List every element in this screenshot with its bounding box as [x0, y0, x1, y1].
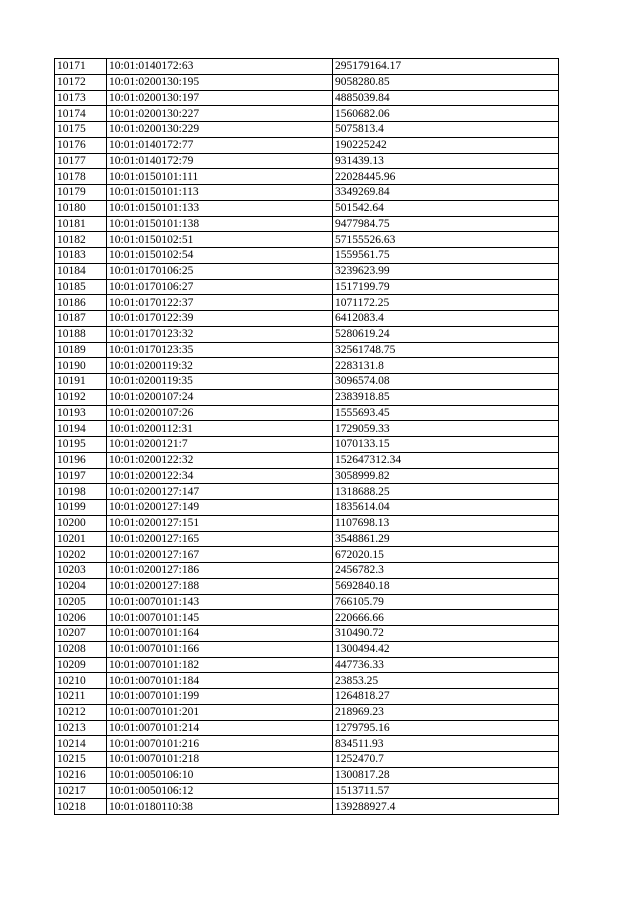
cadastral-number-cell: 10:01:0180110:38 — [107, 799, 333, 815]
amount-cell: 3058999.82 — [333, 468, 559, 484]
row-number-cell: 10192 — [55, 389, 107, 405]
table-row — [55, 689, 559, 705]
row-number-cell: 10180 — [55, 200, 107, 216]
amount-cell: 1107698.13 — [333, 515, 559, 531]
cadastral-number-cell: 10:01:0200127:151 — [107, 515, 333, 531]
amount-cell: 1517199.79 — [333, 279, 559, 295]
row-number-cell: 10190 — [55, 358, 107, 374]
table-row — [55, 122, 559, 138]
amount-cell: 9477984.75 — [333, 216, 559, 232]
cadastral-number-cell: 10:01:0070101:184 — [107, 673, 333, 689]
table-row — [55, 594, 559, 610]
table-row — [55, 484, 559, 500]
row-number-cell: 10188 — [55, 326, 107, 342]
row-number-cell: 10174 — [55, 106, 107, 122]
cadastral-number-cell: 10:01:0170122:37 — [107, 295, 333, 311]
cadastral-number-cell: 10:01:0200127:167 — [107, 547, 333, 563]
row-number-cell: 10176 — [55, 137, 107, 153]
cadastral-number-cell: 10:01:0200119:32 — [107, 358, 333, 374]
cadastral-number-cell: 10:01:0170123:32 — [107, 326, 333, 342]
amount-cell: 501542.64 — [333, 200, 559, 216]
cadastral-number-cell: 10:01:0070101:166 — [107, 641, 333, 657]
row-number-cell: 10175 — [55, 122, 107, 138]
cadastral-number-cell: 10:01:0070101:214 — [107, 720, 333, 736]
amount-cell: 2456782.3 — [333, 563, 559, 579]
table-row — [55, 578, 559, 594]
cadastral-number-cell: 10:01:0140172:77 — [107, 137, 333, 153]
amount-cell: 57155526.63 — [333, 232, 559, 248]
table-row — [55, 263, 559, 279]
amount-cell: 3349269.84 — [333, 185, 559, 201]
table-row — [55, 232, 559, 248]
row-number-cell: 10215 — [55, 752, 107, 768]
amount-cell: 1555693.45 — [333, 405, 559, 421]
cadastral-number-cell: 10:01:0140172:63 — [107, 59, 333, 75]
row-number-cell: 10195 — [55, 437, 107, 453]
row-number-cell: 10182 — [55, 232, 107, 248]
amount-cell: 6412083.4 — [333, 311, 559, 327]
row-number-cell: 10189 — [55, 342, 107, 358]
cadastral-number-cell: 10:01:0170106:25 — [107, 263, 333, 279]
cadastral-number-cell: 10:01:0150101:111 — [107, 169, 333, 185]
cadastral-number-cell: 10:01:0070101:182 — [107, 657, 333, 673]
amount-cell: 1513711.57 — [333, 783, 559, 799]
cadastral-number-cell: 10:01:0070101:199 — [107, 689, 333, 705]
cadastral-number-cell: 10:01:0070101:164 — [107, 626, 333, 642]
row-number-cell: 10207 — [55, 626, 107, 642]
table-row — [55, 531, 559, 547]
amount-cell: 2383918.85 — [333, 389, 559, 405]
table-row — [55, 358, 559, 374]
cadastral-number-cell: 10:01:0070101:143 — [107, 594, 333, 610]
cadastral-number-cell: 10:01:0200119:35 — [107, 374, 333, 390]
table-body — [55, 59, 559, 815]
row-number-cell: 10197 — [55, 468, 107, 484]
amount-cell: 190225242 — [333, 137, 559, 153]
table-row — [55, 421, 559, 437]
amount-cell: 22028445.96 — [333, 169, 559, 185]
table-row — [55, 295, 559, 311]
cadastral-number-cell: 10:01:0050106:10 — [107, 767, 333, 783]
table-row — [55, 59, 559, 75]
amount-cell: 1729059.33 — [333, 421, 559, 437]
table-row — [55, 153, 559, 169]
amount-cell: 9058280.85 — [333, 74, 559, 90]
amount-cell: 220666.66 — [333, 610, 559, 626]
row-number-cell: 10185 — [55, 279, 107, 295]
table-row — [55, 279, 559, 295]
row-number-cell: 10209 — [55, 657, 107, 673]
row-number-cell: 10201 — [55, 531, 107, 547]
cadastral-number-cell: 10:01:0200127:147 — [107, 484, 333, 500]
row-number-cell: 10211 — [55, 689, 107, 705]
amount-cell: 218969.23 — [333, 704, 559, 720]
cadastral-number-cell: 10:01:0200127:188 — [107, 578, 333, 594]
row-number-cell: 10206 — [55, 610, 107, 626]
row-number-cell: 10198 — [55, 484, 107, 500]
amount-cell: 1559561.75 — [333, 248, 559, 264]
amount-cell: 1560682.06 — [333, 106, 559, 122]
row-number-cell: 10214 — [55, 736, 107, 752]
row-number-cell: 10184 — [55, 263, 107, 279]
cadastral-number-cell: 10:01:0200122:32 — [107, 452, 333, 468]
table-row — [55, 657, 559, 673]
row-number-cell: 10177 — [55, 153, 107, 169]
row-number-cell: 10187 — [55, 311, 107, 327]
cadastral-number-cell: 10:01:0150101:113 — [107, 185, 333, 201]
row-number-cell: 10181 — [55, 216, 107, 232]
amount-cell: 1300817.28 — [333, 767, 559, 783]
amount-cell: 4885039.84 — [333, 90, 559, 106]
amount-cell: 3096574.08 — [333, 374, 559, 390]
table-row — [55, 515, 559, 531]
row-number-cell: 10186 — [55, 295, 107, 311]
row-number-cell: 10205 — [55, 594, 107, 610]
amount-cell: 931439.13 — [333, 153, 559, 169]
amount-cell: 5692840.18 — [333, 578, 559, 594]
table-row — [55, 799, 559, 815]
cadastral-number-cell: 10:01:0070101:201 — [107, 704, 333, 720]
row-number-cell: 10218 — [55, 799, 107, 815]
cadastral-number-cell: 10:01:0170122:39 — [107, 311, 333, 327]
row-number-cell: 10216 — [55, 767, 107, 783]
row-number-cell: 10194 — [55, 421, 107, 437]
cadastral-number-cell: 10:01:0200127:165 — [107, 531, 333, 547]
table-row — [55, 468, 559, 484]
table-row — [55, 626, 559, 642]
table-row — [55, 547, 559, 563]
row-number-cell: 10212 — [55, 704, 107, 720]
cadastral-number-cell: 10:01:0200130:227 — [107, 106, 333, 122]
table-row — [55, 563, 559, 579]
amount-cell: 672020.15 — [333, 547, 559, 563]
table-row — [55, 767, 559, 783]
amount-cell: 295179164.17 — [333, 59, 559, 75]
table-row — [55, 106, 559, 122]
amount-cell: 32561748.75 — [333, 342, 559, 358]
amount-cell: 447736.33 — [333, 657, 559, 673]
amount-cell: 139288927.4 — [333, 799, 559, 815]
cadastral-number-cell: 10:01:0200130:229 — [107, 122, 333, 138]
cadastral-number-cell: 10:01:0200112:31 — [107, 421, 333, 437]
table-row — [55, 90, 559, 106]
row-number-cell: 10210 — [55, 673, 107, 689]
table-row — [55, 311, 559, 327]
row-number-cell: 10200 — [55, 515, 107, 531]
amount-cell: 1300494.42 — [333, 641, 559, 657]
amount-cell: 3239623.99 — [333, 263, 559, 279]
cadastral-number-cell: 10:01:0150102:51 — [107, 232, 333, 248]
cadastral-number-cell: 10:01:0140172:79 — [107, 153, 333, 169]
row-number-cell: 10183 — [55, 248, 107, 264]
cadastral-number-cell: 10:01:0070101:216 — [107, 736, 333, 752]
cadastral-number-cell: 10:01:0200122:34 — [107, 468, 333, 484]
table-row — [55, 720, 559, 736]
amount-cell: 152647312.34 — [333, 452, 559, 468]
amount-cell: 1279795.16 — [333, 720, 559, 736]
amount-cell: 834511.93 — [333, 736, 559, 752]
row-number-cell: 10191 — [55, 374, 107, 390]
amount-cell: 5280619.24 — [333, 326, 559, 342]
table-row — [55, 248, 559, 264]
table-row — [55, 641, 559, 657]
amount-cell: 1835614.04 — [333, 500, 559, 516]
row-number-cell: 10193 — [55, 405, 107, 421]
cadastral-number-cell: 10:01:0150101:133 — [107, 200, 333, 216]
table-row — [55, 500, 559, 516]
table-row — [55, 704, 559, 720]
table-row — [55, 185, 559, 201]
amount-cell: 5075813.4 — [333, 122, 559, 138]
cadastral-number-cell: 10:01:0200130:197 — [107, 90, 333, 106]
row-number-cell: 10208 — [55, 641, 107, 657]
table-row — [55, 169, 559, 185]
table-row — [55, 783, 559, 799]
cadastral-number-cell: 10:01:0050106:12 — [107, 783, 333, 799]
row-number-cell: 10204 — [55, 578, 107, 594]
row-number-cell: 10202 — [55, 547, 107, 563]
row-number-cell: 10196 — [55, 452, 107, 468]
row-number-cell: 10178 — [55, 169, 107, 185]
cadastral-number-cell: 10:01:0070101:218 — [107, 752, 333, 768]
cadastral-number-cell: 10:01:0200127:149 — [107, 500, 333, 516]
table-row — [55, 752, 559, 768]
table-row — [55, 374, 559, 390]
table-row — [55, 137, 559, 153]
table-row — [55, 216, 559, 232]
table-row — [55, 200, 559, 216]
row-number-cell: 10199 — [55, 500, 107, 516]
table-row — [55, 736, 559, 752]
table-row — [55, 74, 559, 90]
amount-cell: 23853.25 — [333, 673, 559, 689]
row-number-cell: 10213 — [55, 720, 107, 736]
row-number-cell: 10171 — [55, 59, 107, 75]
cadastral-number-cell: 10:01:0200121:7 — [107, 437, 333, 453]
row-number-cell: 10173 — [55, 90, 107, 106]
table-row — [55, 405, 559, 421]
cadastral-number-cell: 10:01:0200107:26 — [107, 405, 333, 421]
table-row — [55, 673, 559, 689]
cadastral-number-cell: 10:01:0070101:145 — [107, 610, 333, 626]
row-number-cell: 10203 — [55, 563, 107, 579]
cadastral-number-cell: 10:01:0150101:138 — [107, 216, 333, 232]
table-row — [55, 342, 559, 358]
row-number-cell: 10179 — [55, 185, 107, 201]
table-row — [55, 610, 559, 626]
data-table — [54, 58, 559, 815]
row-number-cell: 10172 — [55, 74, 107, 90]
amount-cell: 2283131.8 — [333, 358, 559, 374]
amount-cell: 3548861.29 — [333, 531, 559, 547]
cadastral-number-cell: 10:01:0150102:54 — [107, 248, 333, 264]
amount-cell: 1252470.7 — [333, 752, 559, 768]
table-row — [55, 452, 559, 468]
amount-cell: 1264818.27 — [333, 689, 559, 705]
row-number-cell: 10217 — [55, 783, 107, 799]
table-row — [55, 437, 559, 453]
amount-cell: 766105.79 — [333, 594, 559, 610]
cadastral-number-cell: 10:01:0170106:27 — [107, 279, 333, 295]
cadastral-number-cell: 10:01:0200127:186 — [107, 563, 333, 579]
amount-cell: 310490.72 — [333, 626, 559, 642]
cadastral-number-cell: 10:01:0200107:24 — [107, 389, 333, 405]
table-row — [55, 326, 559, 342]
cadastral-number-cell: 10:01:0170123:35 — [107, 342, 333, 358]
amount-cell: 1318688.25 — [333, 484, 559, 500]
cadastral-number-cell: 10:01:0200130:195 — [107, 74, 333, 90]
amount-cell: 1071172.25 — [333, 295, 559, 311]
table-row — [55, 389, 559, 405]
amount-cell: 1070133.15 — [333, 437, 559, 453]
